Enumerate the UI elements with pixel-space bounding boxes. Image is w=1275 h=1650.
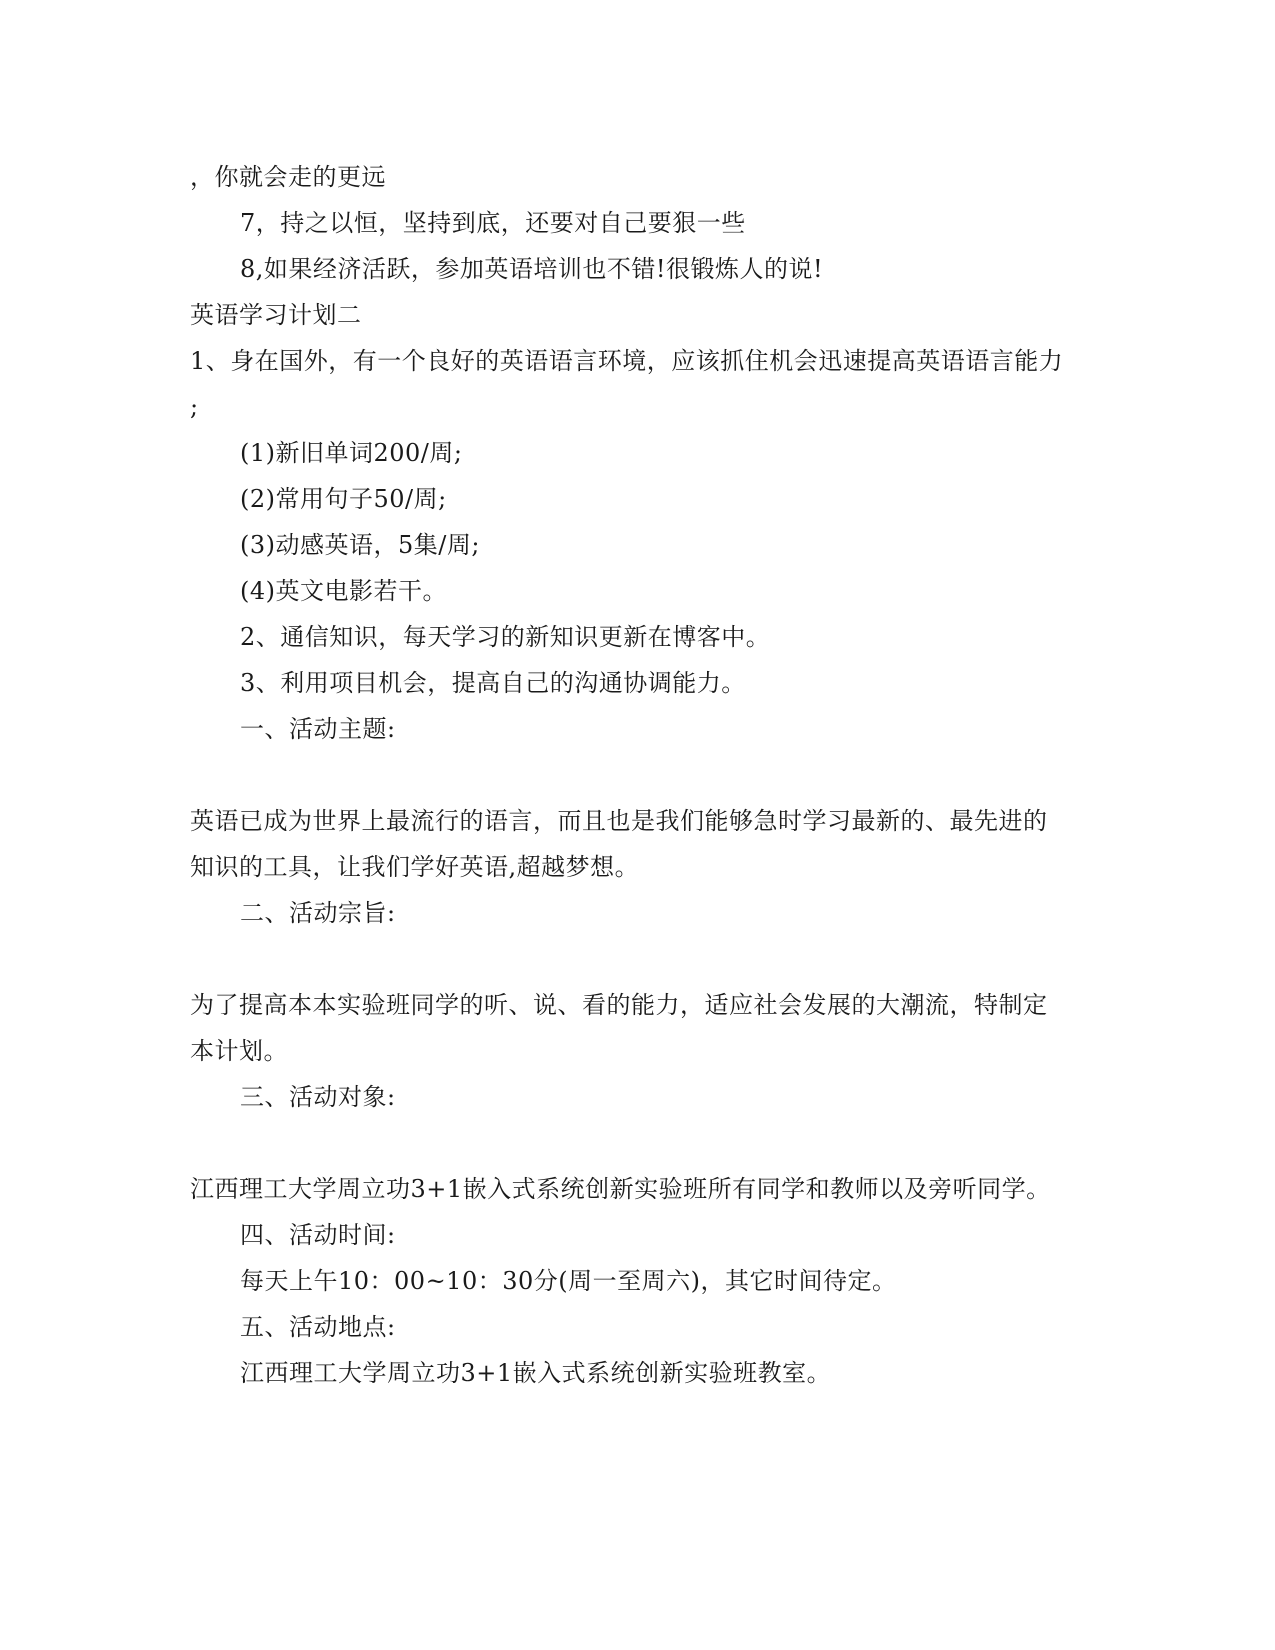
list-item: (3)动感英语，5集/周; xyxy=(240,531,480,559)
paragraph-line: ; xyxy=(190,393,199,421)
list-item: (2)常用句子50/周; xyxy=(240,485,447,513)
paragraph-line: 每天上午10：00~10：30分(周一至周六)，其它时间待定。 xyxy=(240,1267,897,1295)
list-item: 2、通信知识，每天学习的新知识更新在博客中。 xyxy=(240,623,771,651)
list-item: (1)新旧单词200/周; xyxy=(240,439,463,467)
section-heading: 五、活动地点: xyxy=(240,1313,396,1341)
paragraph-line: 为了提高本本实验班同学的听、说、看的能力，适应社会发展的大潮流，特制定 xyxy=(190,991,1048,1019)
section-heading: 一、活动主题: xyxy=(240,715,396,743)
section-heading: 三、活动对象: xyxy=(240,1083,396,1111)
paragraph-line: 江西理工大学周立功3+1嵌入式系统创新实验班所有同学和教师以及旁听同学。 xyxy=(190,1175,1051,1203)
list-item: (4)英文电影若干。 xyxy=(240,577,447,605)
paragraph-line: 英语已成为世界上最流行的语言，而且也是我们能够急时学习最新的、最先进的 xyxy=(190,807,1048,835)
list-item: 3、利用项目机会，提高自己的沟通协调能力。 xyxy=(240,669,746,697)
section-title: 英语学习计划二 xyxy=(190,301,362,329)
text-line: ，你就会走的更远 xyxy=(190,163,386,191)
list-item: 7，持之以恒，坚持到底，还要对自己要狠一些 xyxy=(240,209,746,237)
paragraph-line: 1、身在国外，有一个良好的英语语言环境，应该抓住机会迅速提高英语语言能力 xyxy=(190,347,1064,375)
paragraph-line: 江西理工大学周立功3+1嵌入式系统创新实验班教室。 xyxy=(240,1359,832,1387)
section-heading: 二、活动宗旨: xyxy=(240,899,396,927)
paragraph-line: 知识的工具，让我们学好英语,超越梦想。 xyxy=(190,853,640,881)
paragraph-line: 本计划。 xyxy=(190,1037,288,1065)
list-item: 8,如果经济活跃，参加英语培训也不错!很锻炼人的说! xyxy=(240,255,824,283)
section-heading: 四、活动时间: xyxy=(240,1221,396,1249)
